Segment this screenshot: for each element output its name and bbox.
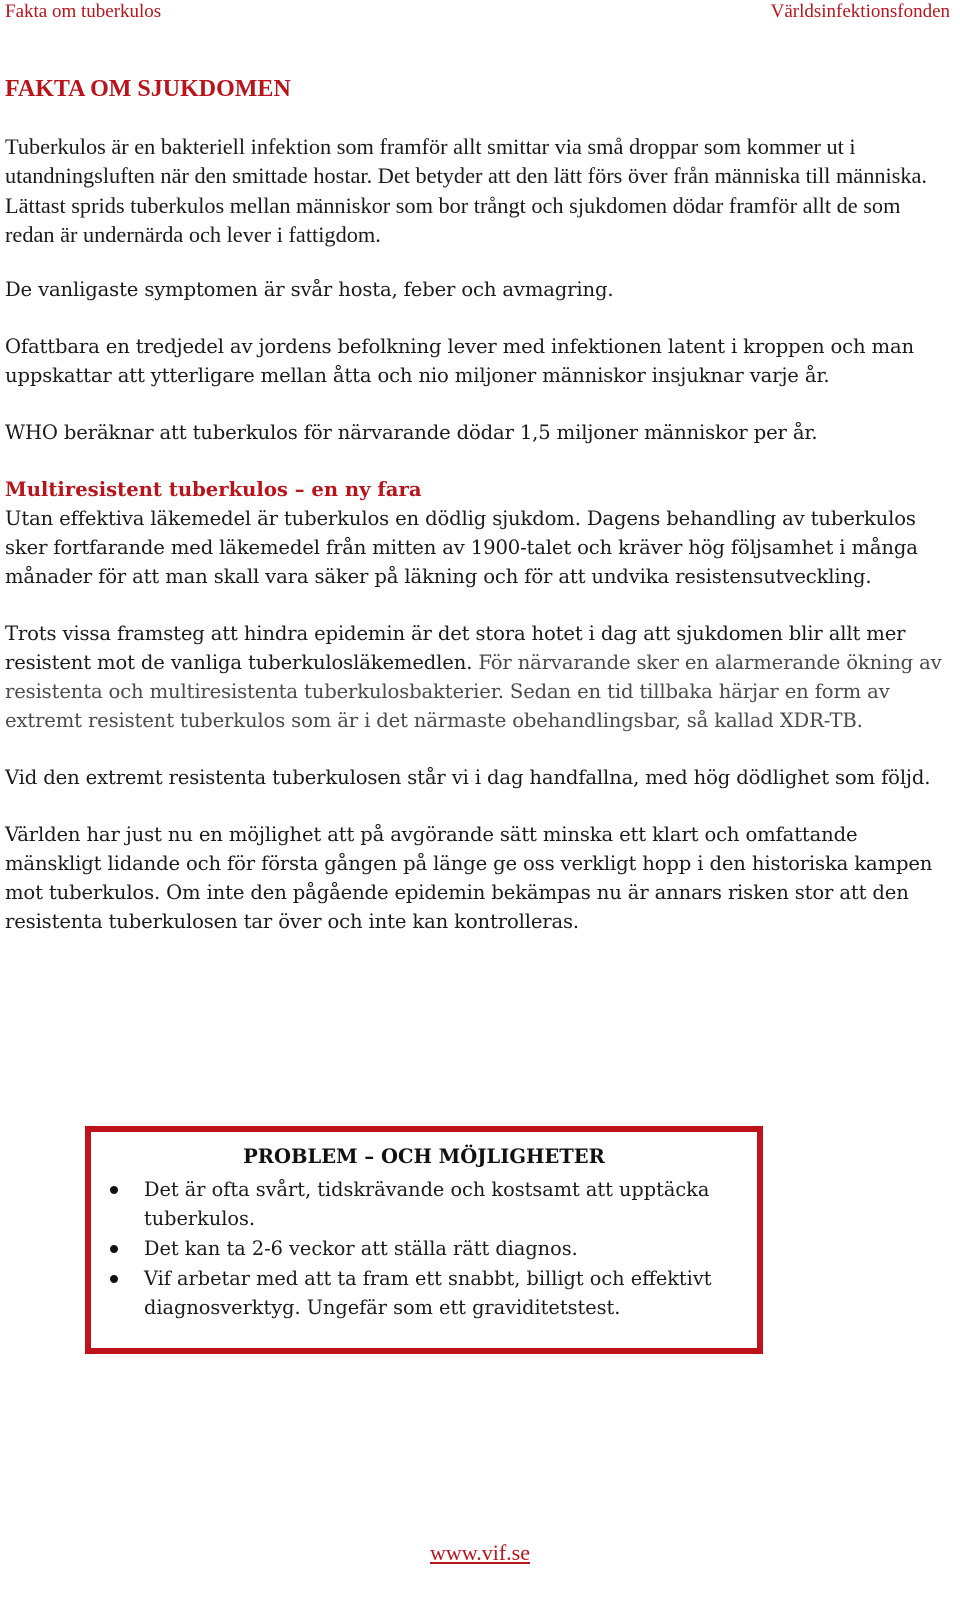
bullet-icon xyxy=(110,1186,118,1194)
symptoms-paragraph: De vanligaste symptomen är svår hosta, feber och avmagring. xyxy=(5,278,614,302)
list-item xyxy=(107,1175,747,1233)
list-item xyxy=(107,1234,747,1263)
list-item xyxy=(107,1264,747,1322)
bullet-icon xyxy=(110,1275,118,1283)
section-heading: FAKTA OM SJUKDOMEN xyxy=(5,76,291,102)
box-title: PROBLEM – OCH MÖJLIGHETER xyxy=(243,1145,605,1168)
website-link[interactable]: www.vif.se xyxy=(430,1540,530,1565)
xdr-text: För närvarande sker en alarmerande ökning av resistenta och multiresistenta tuberkulosbakterier. Sedan en tid tillbaka härjar en form av extremt resistent tuberkulos som är i det närmaste obehandlingsbar, så kallad XDR-TB. xyxy=(5,651,942,733)
prevalence-paragraph: Ofattbara en tredjedel av jordens befolkning lever med infektionen latent i kroppen och man uppskattar att ytterligare mellan åtta och nio miljoner människor insjuknar varje år. xyxy=(5,335,914,388)
list-item-text: Vif arbetar med att ta fram ett snabbt, billigt och effektivt diagnosverktyg. Ungefär som ett graviditetstest. xyxy=(144,1267,712,1319)
problems-box xyxy=(85,1126,763,1354)
list-item-text: Det är ofta svårt, tidskrävande och kostsamt att upptäcka tuberkulos. xyxy=(144,1178,710,1230)
page-header xyxy=(5,0,950,28)
xdr-paragraph: Vid den extremt resistenta tuberkulosen står vi i dag handfallna, med hög dödlighet som följd. xyxy=(5,766,931,790)
header-title: Fakta om tuberkulos xyxy=(5,1,162,22)
resistance-text: Trots vissa framsteg att hindra epidemin är det stora hotet i dag att sjukdomen blir allt mer resistent mot de vanliga tuberkulosläkemedlen. xyxy=(5,622,906,675)
treatment-paragraph: Utan effektiva läkemedel är tuberkulos en dödlig sjukdom. Dagens behandling av tuberkulos sker fortfarande med läkemedel från mitten av 1900-talet och kräver hög följsamhet i många månader för att man skall vara säker på läkning och för att undvika resistensutveckling. xyxy=(5,507,918,589)
list-item-text: Det kan ta 2-6 veckor att ställa rätt diagnos. xyxy=(144,1237,578,1260)
intro-paragraph: Tuberkulos är en bakteriell infektion som framför allt smittar via små droppar som kommer ut i utandningsluften när den smittade hostar. Det betyder att den lätt förs över från människa till människa. Lättast sprids tuberkulos mellan människor som bor trångt och sjukdomen dödar framför allt de som redan är undernärda och lever i fattigdom. xyxy=(5,134,927,247)
bullet-icon xyxy=(110,1245,118,1253)
main-content xyxy=(5,74,955,936)
resistance-paragraph xyxy=(5,619,955,735)
opportunity-paragraph: Världen har just nu en möjlighet att på avgörande sätt minska ett klart och omfattande mänskligt lidande och för första gången på länge ge oss verkligt hopp i den historiska kampen mot tuberkulos. Om inte den pågående epidemin bekämpas nu är annars risken stor att den resistenta tuberkulosen tar över och inte kan kontrolleras. xyxy=(5,823,933,934)
box-list xyxy=(107,1175,747,1323)
mdr-subheading: Multiresistent tuberkulos – en ny fara xyxy=(5,478,422,502)
header-organization: Världsinfektionsfonden xyxy=(770,1,950,22)
who-paragraph: WHO beräknar att tuberkulos för närvarande dödar 1,5 miljoner människor per år. xyxy=(5,421,818,445)
